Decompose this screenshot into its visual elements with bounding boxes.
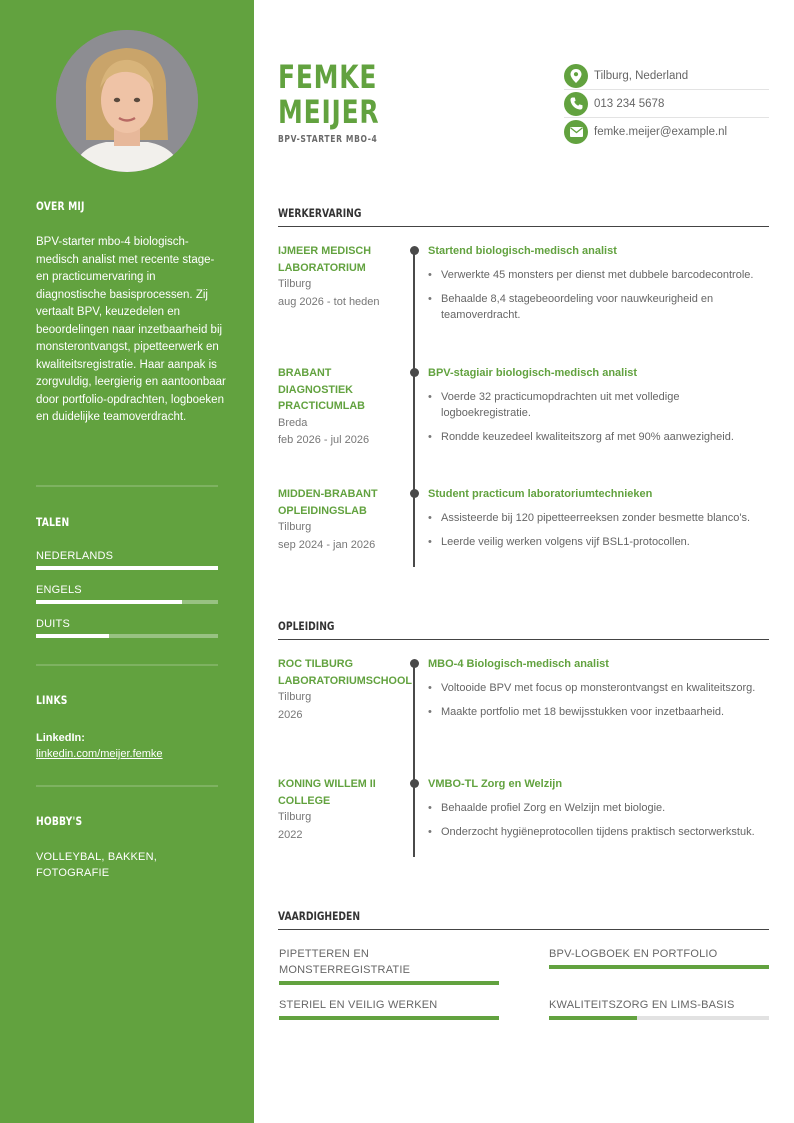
list-item: • Leerde veilig werken volgens vijf BSL1-protocollen. — [428, 534, 763, 550]
mail-icon — [564, 120, 588, 144]
entry-bullets — [428, 680, 763, 728]
about-text: BPV-starter mbo-4 biologisch-medisch analist met recente stage- en practicumervaring in diagnostische basisprocessen. Zij vertaalt BPV, keuzedelen en beoordelingen naar inzetbaarheid bij monsterontvangst, pipetteerwerk en kwaliteitsregistratie. Haar aanpak is zorgvuldig, leergierig en aantoonbaar door portfolio-opdrachten, logboeken en duidelijke teamoverdracht. — [36, 236, 226, 423]
timeline-dot — [410, 489, 419, 498]
entry-role: Student practicum laboratoriumtechnieken — [428, 488, 653, 500]
hobbies-text: VOLLEYBAL, BAKKEN, FOTOGRAFIE — [36, 851, 157, 879]
divider — [36, 485, 218, 487]
full-name — [278, 60, 379, 130]
about-heading: OVER MIJ — [36, 199, 85, 213]
list-item: • Verwerkte 45 monsters per dienst met dubbele barcodecontrole. — [428, 267, 763, 283]
timeline-dot — [410, 246, 419, 255]
entry-organization: MIDDEN-BRABANT OPLEIDINGSLAB Tilburg sep 2024 - jan 2026 — [278, 486, 398, 554]
phone-text: 013 234 5678 — [594, 97, 665, 110]
skill-item — [279, 946, 499, 985]
education-heading: OPLEIDING — [278, 619, 769, 640]
entry-location: Tilburg — [278, 811, 312, 823]
entry-location: Tilburg — [278, 278, 312, 290]
skill-level-bar — [279, 981, 499, 985]
experience-timeline — [413, 251, 415, 567]
skill-name: BPV-LOGBOEK EN PORTFOLIO — [549, 948, 718, 960]
education-timeline — [413, 664, 415, 857]
links-heading: LINKS — [36, 693, 68, 707]
language-level-bar — [36, 566, 218, 570]
first-name: FEMKE — [278, 58, 378, 96]
entry-bullets — [428, 389, 763, 453]
language-level-bar — [36, 600, 218, 604]
entry-organization: BRABANT DIAGNOSTIEK PRACTICUMLAB Breda feb 2026 - jul 2026 — [278, 365, 398, 450]
email-text[interactable]: femke.meijer@example.nl — [594, 126, 728, 138]
timeline-dot — [410, 779, 419, 788]
phone-icon — [564, 92, 588, 116]
language-item — [36, 550, 218, 570]
skill-name: KWALITEITSZORG EN LIMS-BASIS — [549, 999, 735, 1011]
entry-dates: 2022 — [278, 828, 303, 841]
profile-photo — [56, 30, 198, 172]
entry-location: Tilburg — [278, 691, 312, 703]
experience-heading: WERKERVARING — [278, 206, 769, 227]
divider — [36, 785, 218, 787]
linkedin-link[interactable]: linkedin.com/meijer.femke — [36, 748, 163, 760]
language-name: ENGELS — [36, 584, 82, 596]
entry-organization: KONING WILLEM II COLLEGE Tilburg 2022 — [278, 776, 398, 844]
contact-location — [564, 62, 769, 90]
skill-item — [549, 997, 769, 1020]
list-item: • Voltooide BPV met focus op monsterontvangst en kwaliteitszorg. — [428, 680, 763, 696]
sidebar — [0, 0, 254, 1123]
entry-dates: aug 2026 - tot heden — [278, 295, 380, 308]
skill-item — [279, 997, 499, 1020]
skill-level-bar — [279, 1016, 499, 1020]
language-name: NEDERLANDS — [36, 550, 114, 562]
skill-name: PIPETTEREN EN MONSTERREGISTRATIE — [279, 948, 411, 976]
divider — [36, 664, 218, 666]
language-item — [36, 584, 218, 604]
contact-phone — [564, 90, 769, 118]
skills-heading: VAARDIGHEDEN — [278, 909, 769, 930]
skill-level-bar — [549, 965, 769, 969]
job-subtitle: BPV-STARTER MBO-4 — [278, 134, 378, 145]
language-name: DUITS — [36, 618, 70, 630]
entry-bullets — [428, 267, 763, 331]
list-item: • Maakte portfolio met 18 bewijsstukken voor inzetbaarheid. — [428, 704, 763, 720]
languages-heading: TALEN — [36, 515, 70, 529]
timeline-dot — [410, 368, 419, 377]
entry-organization: IJMEER MEDISCH LABORATORIUM Tilburg aug 2026 - tot heden — [278, 243, 398, 311]
list-item: • Onderzocht hygiëneprotocollen tijdens praktisch sectorwerkstuk. — [428, 824, 763, 840]
contact-email — [564, 118, 769, 146]
skill-item — [549, 946, 769, 969]
entry-role: Startend biologisch-medisch analist — [428, 245, 617, 257]
entry-role: VMBO-TL Zorg en Welzijn — [428, 778, 563, 790]
entry-bullets — [428, 800, 763, 848]
language-level-bar — [36, 634, 218, 638]
entry-location: Breda — [278, 416, 308, 429]
map-pin-icon — [564, 64, 588, 88]
hobbies-heading: HOBBY'S — [36, 814, 83, 828]
link-label: LinkedIn: — [36, 732, 85, 744]
location-text: Tilburg, Nederland — [594, 69, 689, 82]
entry-dates: 2026 — [278, 708, 303, 721]
list-item: • Rondde keuzedeel kwaliteitszorg af met 90% aanwezigheid. — [428, 429, 763, 445]
skill-name: STERIEL EN VEILIG WERKEN — [279, 999, 438, 1011]
entry-bullets — [428, 510, 763, 558]
timeline-dot — [410, 659, 419, 668]
entry-role: BPV-stagiair biologisch-medisch analist — [428, 367, 638, 379]
links-list — [36, 730, 163, 762]
skill-level-bar — [549, 1016, 769, 1020]
list-item: • Voerde 32 practicumopdrachten uit met volledige logboekregistratie. — [428, 389, 763, 421]
entry-dates: feb 2026 - jul 2026 — [278, 434, 370, 446]
entry-role: MBO-4 Biologisch-medisch analist — [428, 658, 609, 670]
entry-location: Tilburg — [278, 521, 312, 533]
list-item: • Assisteerde bij 120 pipetteerreeksen zonder besmette blanco's. — [428, 510, 763, 526]
entry-organization: ROC TILBURG LABORATORIUMSCHOOL Tilburg 2026 — [278, 656, 398, 724]
list-item: • Behaalde profiel Zorg en Welzijn met biologie. — [428, 800, 763, 816]
entry-dates: sep 2024 - jan 2026 — [278, 538, 376, 551]
last-name: MEIJER — [278, 93, 380, 131]
list-item: • Behaalde 8,4 stagebeoordeling voor nauwkeurigheid en teamoverdracht. — [428, 291, 763, 323]
language-item — [36, 618, 218, 638]
